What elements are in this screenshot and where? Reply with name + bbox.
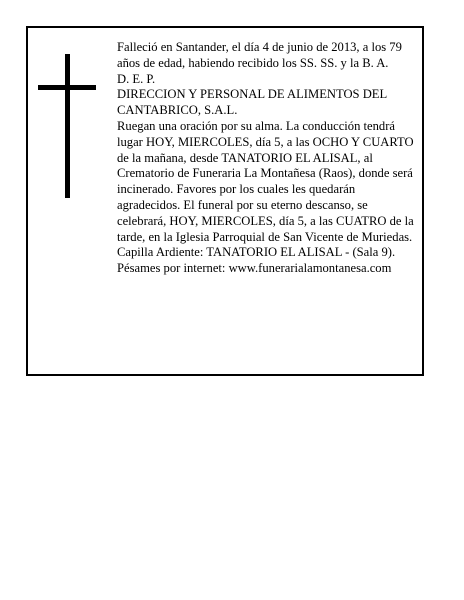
cross-vertical-bar — [65, 54, 70, 198]
obituary-notice — [26, 26, 424, 376]
condolences-line: Pésames por internet: www.funerarialamontanesa.com — [117, 261, 392, 276]
cross-horizontal-bar — [38, 85, 96, 90]
rip-line: D. E. P. — [117, 71, 156, 86]
mourners-line: DIRECCION Y PERSONAL DE ALIMENTOS DEL CANTABRICO, S.A.L. — [117, 87, 387, 118]
service-details: Ruegan una oración por su alma. La conducción tendrá lugar HOY, MIERCOLES, día 5, a las OCHO Y CUARTO de la mañana, desde TANATORIO EL ALISAL, al Crematorio de Funeraria La Montañesa (Raos), donde será incinerado. Favores por los cuales les quedarán agradecidos. El funeral por su eterno descanso, se celebrará, HOY, MIERCOLES, día 5, a las CUATRO de la tarde, en la Iglesia Parroquial de San Vicente de Muriedas. Capilla Ardiente: TANATORIO EL ALISAL - (Sala 9). — [117, 118, 414, 260]
notice-text — [117, 40, 417, 277]
latin-cross-icon — [38, 54, 96, 198]
death-announcement: Falleció en Santander, el día 4 de junio de 2013, a los 79 años de edad, habiendo recibido los SS. SS. y la B. A. — [117, 40, 402, 70]
